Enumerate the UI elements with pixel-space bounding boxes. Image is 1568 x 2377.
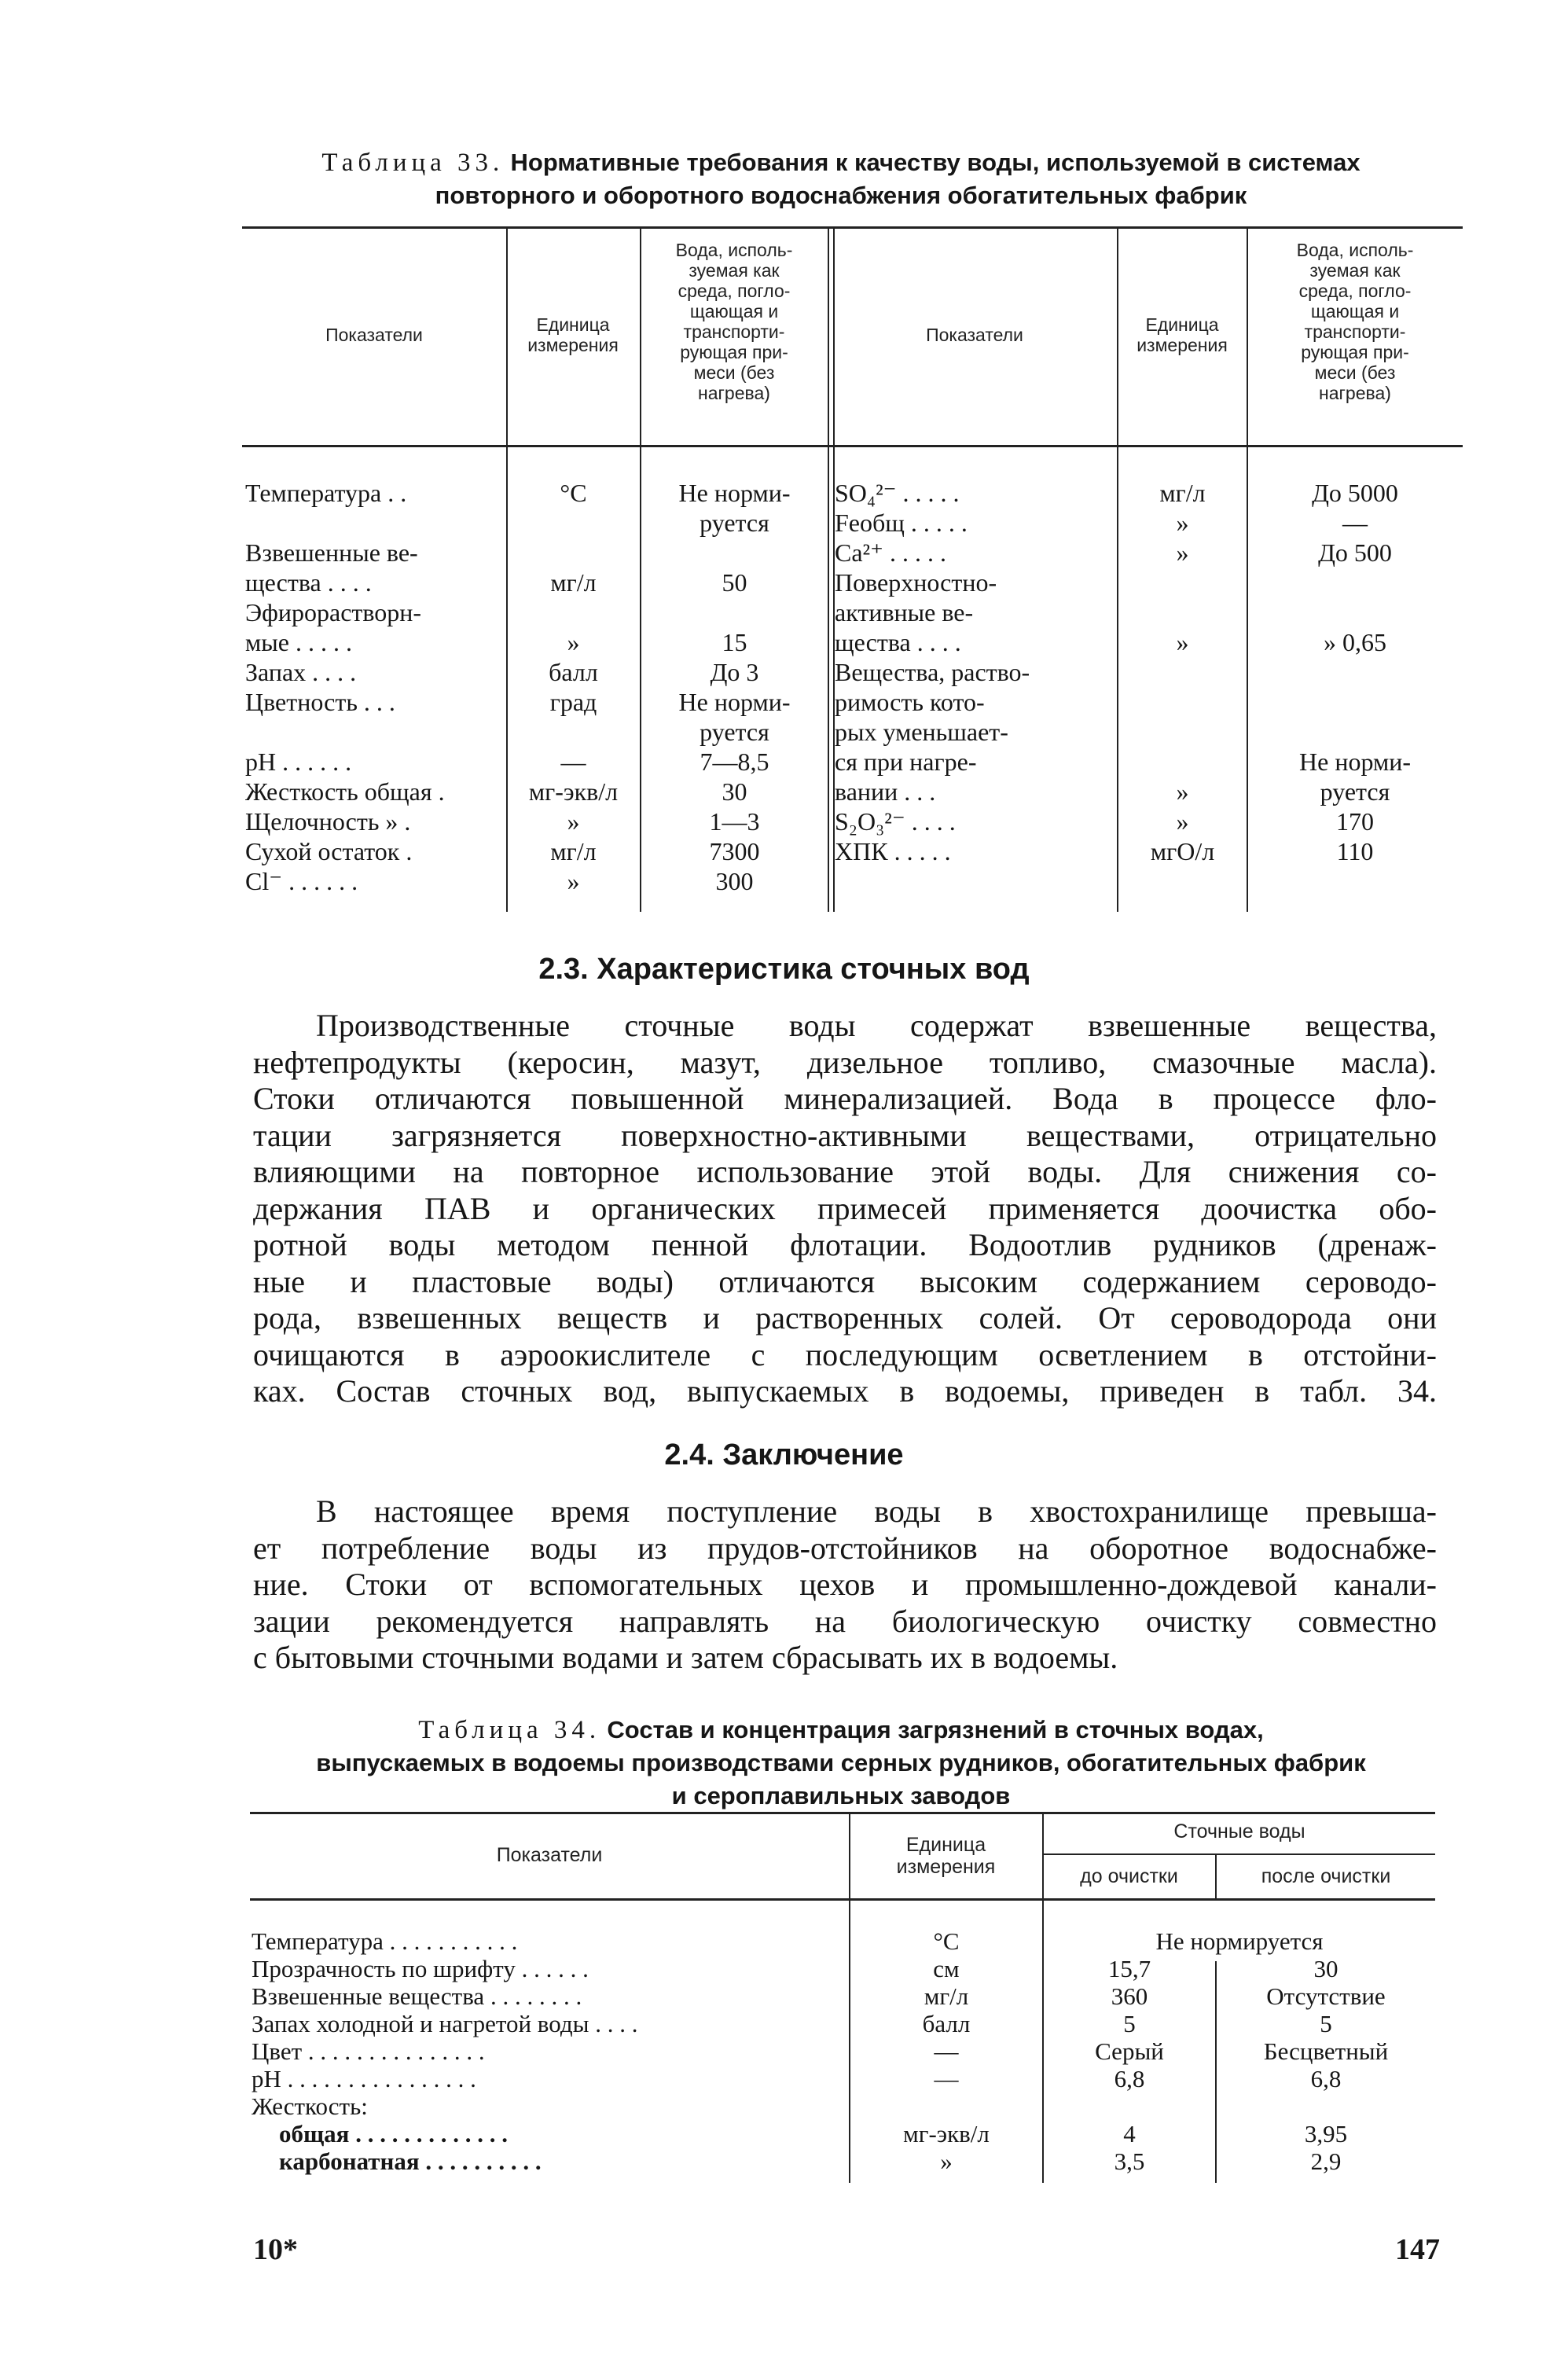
table33-left-unit: °C [560,479,587,507]
table33-caption [244,146,1438,212]
table33-right-unit [1119,747,1246,777]
table34-unit: — [934,2037,959,2065]
table34-name: Цвет . . . . . . . . . . . . . . . [252,2037,485,2065]
table34-header-wastewater: Сточные воды [1173,1820,1305,1842]
table33-right-value: руется [1320,777,1390,806]
signature-mark: 10* [253,2233,298,2266]
section24-heading: 2.4. Заключение [664,1438,904,1471]
table34-subheader-rule [1044,1853,1435,1855]
table34-vrule-3 [1215,1961,1217,2183]
table33-left-value: 50 [722,568,747,597]
table33-left-unit: мг-экв/л [528,777,619,806]
paragraph-line: нефтепродукты (керосин, мазут, дизельное топливо, смазочные масла). [253,1044,1437,1080]
paragraph-line: очищаются в аэроокислителе с последующим осветлением в отстойни- [253,1336,1437,1372]
table33-left-value: До 3 [710,658,759,686]
table33-left-units [509,478,638,896]
table33-right-name: ХПК . . . . . [835,837,951,865]
table33-right-units [1119,478,1246,866]
table34-caption [244,1714,1438,1813]
table33-caption-line1: Нормативные требования к качеству воды, используемой в системах [510,149,1361,176]
table33-left-name: Щелочность » . [245,807,411,836]
table34-name: pH . . . . . . . . . . . . . . . . [252,2065,476,2092]
table33-right-name: Feобщ . . . . . [835,509,968,537]
table33-left-values [642,478,827,896]
table33-left-unit: мг/л [550,568,597,597]
table33-header-unit-right: Единица измерения [1137,314,1228,355]
table33-header-water-right: Вода, исполь- зуемая как среда, погло- щающая и транспорти- рующая при- меси (без нагрева) [1296,240,1414,403]
table33-header-indicators-left: Показатели [325,325,423,345]
table33-left-unit [509,538,638,568]
table33-right-value [1249,717,1461,747]
table34-after-value: 3,95 [1304,2120,1348,2147]
table33-right-value [1249,568,1461,597]
table33-right-unit [1119,657,1246,687]
table33-left-unit: град [549,688,597,716]
table33-left-value: Не норми- [678,688,791,716]
table33-header-rule [242,445,1463,447]
table33-right-value: 110 [1336,837,1374,865]
table34-name: Запах холодной и нагретой воды . . . . [252,2010,638,2037]
table34-after-value [1218,2092,1434,2120]
table34-names [252,1927,846,2175]
table34-before-value: 3,5 [1114,2147,1145,2175]
table34-unit: » [940,2147,953,2175]
table33-right-value: До 5000 [1312,479,1398,507]
table33-right-names [835,478,1115,866]
table33-right-unit: » [1176,777,1189,806]
table33-caption-lead: Таблица 33. [321,149,505,177]
table34-before-value: 5 [1123,2010,1136,2037]
table34-name: карбонатная . . . . . . . . . . [279,2147,542,2175]
table33-left-unit: » [567,867,580,895]
table33-left-value: Не норми- [678,479,791,507]
paragraph-line: зации рекомендуется направлять на биологическую очистку совместно [253,1603,1437,1639]
paragraph-line: с бытовыми сточными водами и затем сбрасывать их в водоемы. [253,1640,1118,1675]
table33-header-unit-left: Единица измерения [527,314,619,355]
table33-left-name: Взвешенные ве- [245,538,418,567]
table33-right-value: 170 [1336,807,1374,836]
table33-left-unit: » [567,628,580,656]
table33-left-name: Сухой остаток . [245,837,413,865]
table34-unit: см [933,1955,960,1982]
table34-after-value: 6,8 [1310,2065,1342,2092]
table33-left-value: 300 [715,867,754,895]
table33-right-unit: » [1176,509,1189,537]
table33-header-indicators-right: Показатели [926,325,1023,345]
table33-right-name: щества . . . . [835,628,961,656]
table34-caption-line2: выпускаемых в водоемы производствами серных рудников, обогатительных фабрик [316,1749,1366,1776]
table34-after-value: 30 [1313,1955,1338,1982]
table33-right-name: активные ве- [835,598,974,626]
table34-after-value: 5 [1320,2010,1332,2037]
table34-before-value: 6,8 [1114,2065,1145,2092]
table33-right-unit: » [1176,538,1189,567]
table34-unit: балл [922,2010,971,2037]
table34-caption-line3: и сероплавильных заводов [671,1782,1011,1809]
table33-right-unit [1119,597,1246,627]
table34-temperature-not-normalized: Не нормируется [1155,1927,1324,1955]
table34-before-values [1045,1927,1214,2175]
table34-before-value: 15,7 [1107,1955,1151,1982]
table33-right-unit [1119,568,1246,597]
table34-before-value [1045,1927,1214,1955]
table33-left-unit [509,717,638,747]
table33-right-name: Вещества, раство- [835,658,1030,686]
table33-left-name: pH . . . . . . [245,748,352,776]
table33-right-unit: » [1176,807,1189,836]
table33-left-value [642,538,827,568]
table34-before-value: Серый [1095,2037,1164,2065]
paragraph-line: ках. Состав сточных вод, выпускаемых в водоемы, приведен в табл. 34. [253,1373,1437,1409]
table33-left-unit [509,508,638,538]
paragraph-line: ротной воды методом пенной флотации. Водоотлив рудников (дренаж- [253,1227,1437,1262]
table33-right-name: SO₄²⁻ . . . . . [835,479,960,507]
table33-right-name: Поверхностно- [835,568,997,597]
table33-right-unit: мгО/л [1150,837,1215,865]
table33-left-value: руется [700,509,769,537]
table33-right-unit [1119,717,1246,747]
table33-right-name: вании . . . [835,777,936,806]
table33-right-value: До 500 [1318,538,1392,567]
table34-after-value: Отсутствие [1266,1982,1386,2010]
table34-header-after: после очистки [1261,1865,1391,1887]
table33-left-name: Цветность . . . [245,688,395,716]
table34-caption-lead: Таблица 34. [418,1716,601,1744]
table33-right-value: Не норми- [1299,748,1411,776]
table33-left-name [245,717,503,747]
table34-before-value: 360 [1111,1982,1148,2010]
section23-heading: 2.3. Характеристика сточных вод [538,953,1030,986]
page-number: 147 [1395,2233,1440,2266]
table33-right-values [1249,478,1461,866]
paragraph-line: Стоки отличаются повышенной минерализацией. Вода в процессе фло- [253,1081,1437,1116]
section23-paragraph [253,1008,1437,1410]
table33-left-name: щества . . . . [245,568,372,597]
table33-right-value: » 0,65 [1324,628,1386,656]
table33-left-names [245,478,503,896]
table33-right-value [1249,597,1461,627]
table33-left-value: руется [700,718,769,746]
table34-before-value: 4 [1123,2120,1136,2147]
table34-header-unit: Единица измерения [896,1834,996,1878]
table34-header-indicators: Показатели [496,1844,603,1866]
table33-right-name: рых уменьшает- [835,718,1008,746]
paragraph-line: ние. Стоки от вспомогательных цехов и промышленно-дождевой канали- [253,1567,1437,1602]
table34-after-value: Бесцветный [1263,2037,1389,2065]
table34-unit [851,2092,1041,2120]
paragraph-line: ет потребление воды из прудов-отстойников на оборотное водоснабже- [253,1530,1437,1566]
table34-after-value [1218,1927,1434,1955]
table33-right-unit: мг/л [1159,479,1206,507]
table33-right-value: — [1342,509,1368,537]
table34-header-before: до очистки [1080,1865,1178,1887]
table33-left-unit [509,597,638,627]
table34-name: Жесткость: [252,2092,368,2120]
table33-left-name: Cl⁻ . . . . . . [245,867,358,895]
table34-after-values [1218,1927,1434,2175]
table33-left-name: Жесткость общая . [245,777,445,806]
table34-caption-line1: Состав и концентрация загрязнений в сточных водах, [607,1716,1264,1743]
paragraph-line: В настоящее время поступление воды в хвостохранилище превыша- [316,1493,1437,1529]
table34-before-value [1045,2092,1214,2120]
table34-unit: °C [933,1927,960,1955]
table33-left-name: Эфирорастворн- [245,598,422,626]
table34-name: Взвешенные вещества . . . . . . . . [252,1982,582,2010]
table33-caption-line2: повторного и оборотного водоснабжения обогатительных фабрик [435,182,1247,209]
paragraph-line: рода, взвешенных веществ и растворенных солей. От сероводорода они [253,1300,1437,1335]
table34-units [851,1927,1041,2175]
paragraph-line: держания ПАВ и органических примесей применяется доочистка обо- [253,1190,1437,1226]
paragraph-line: Производственные сточные воды содержат взвешенные вещества, [316,1008,1437,1043]
table33-right-value [1249,687,1461,717]
paragraph-line: влияющими на повторное использование этой воды. Для снижения со- [253,1154,1437,1189]
table34-unit: мг-экв/л [903,2120,990,2147]
table33-left-name: Температура . . [245,479,407,507]
table34-name: общая . . . . . . . . . . . . . [279,2120,508,2147]
table33-right-value [1249,657,1461,687]
table33-left-value: 30 [722,777,747,806]
table33-left-unit: балл [549,658,598,686]
table34-header-rule [250,1898,1435,1901]
table34-name: Температура . . . . . . . . . . . [252,1927,518,1955]
table33-header-water-left: Вода, исполь- зуемая как среда, погло- щающая и транспорти- рующая при- меси (без нагрева) [675,240,793,403]
table33-right-name: S₂O₃²⁻ . . . . [835,807,956,836]
table33-left-unit: » [567,807,580,836]
table33-right-name: Ca²⁺ . . . . . [835,538,947,567]
table33-left-value: 7300 [709,837,760,865]
table34-top-rule [250,1812,1435,1814]
table33-left-name [245,508,503,538]
table33-left-unit: мг/л [550,837,597,865]
table34-unit: мг/л [924,1982,969,2010]
table33-top-rule [242,226,1463,229]
table34-unit: — [934,2065,959,2092]
table33-left-value: 1—3 [709,807,760,836]
paragraph-line: ные и пластовые воды) отличаются высоким содержанием сероводо- [253,1263,1437,1299]
table33-left-name: Запах . . . . [245,658,357,686]
table33-right-unit: » [1176,628,1189,656]
table33-right-unit [1119,687,1246,717]
table33-left-value [642,597,827,627]
table34-after-value: 2,9 [1310,2147,1342,2175]
table34-name: Прозрачность по шрифту . . . . . . [252,1955,589,1982]
table33-left-value: 15 [722,628,747,656]
paragraph-line: тации загрязняется поверхностно-активными веществами, отрицательно [253,1117,1437,1153]
table33-right-name: ся при нагре- [835,748,977,776]
table33-left-unit: — [560,748,586,776]
section24-paragraph [253,1493,1437,1677]
table33-left-value: 7—8,5 [700,748,769,776]
table33-right-name: римость кото- [835,688,985,716]
table33-left-name: мые . . . . . [245,628,352,656]
